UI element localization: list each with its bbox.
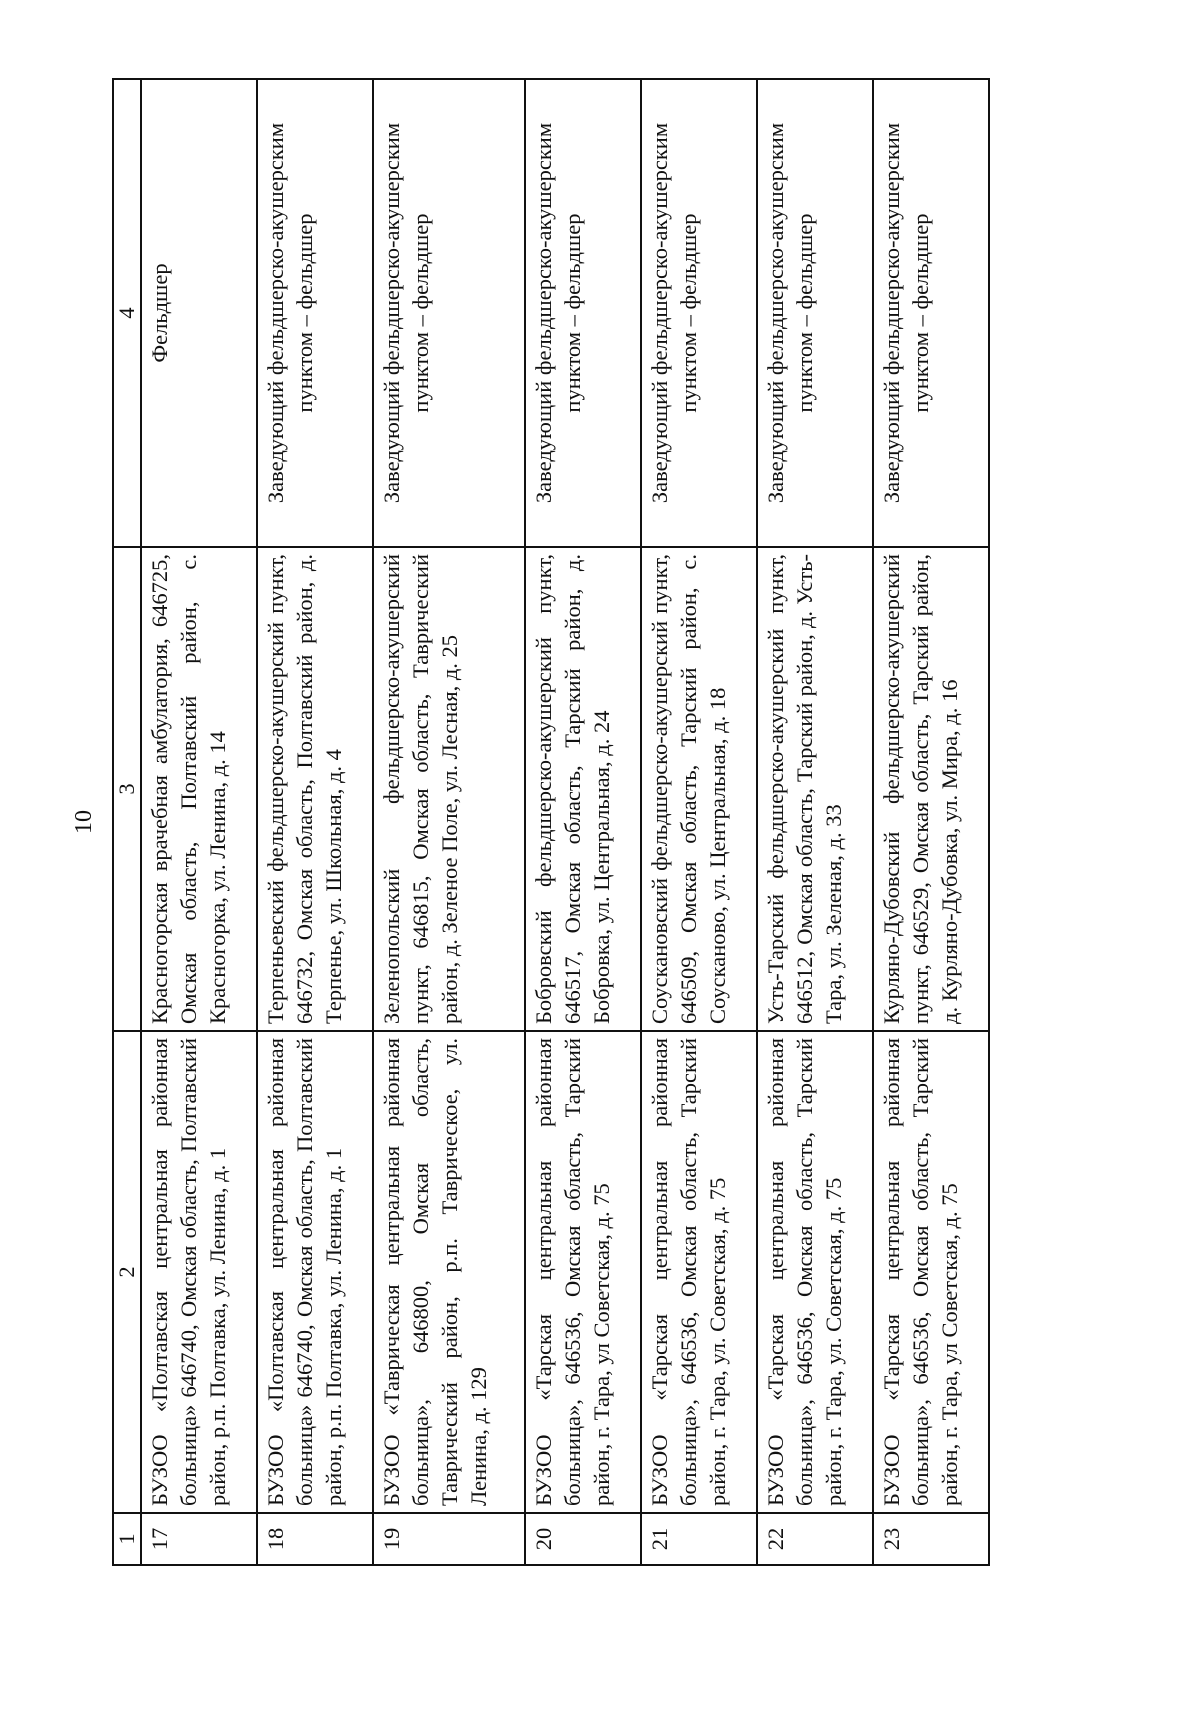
position-cell: Заведующий фельдшерско-акушерским пунктом – фельдшер — [525, 79, 641, 547]
table-row — [757, 79, 873, 1565]
row-number: 17 — [141, 1513, 257, 1565]
unit-cell: Усть-Тарский фельдшерско-акушерский пункт, 646512, Омская область, Тарский район, д. Усть-Тара, ул. Зеленая, д. 33 — [757, 547, 873, 1031]
table-row — [257, 79, 373, 1565]
organization-cell: БУЗОО «Полтавская центральная районная больница» 646740, Омская область, Полтавский район, р.п. Полтавка, ул. Ленина, д. 1 — [141, 1031, 257, 1513]
row-number: 18 — [257, 1513, 373, 1565]
position-cell: Заведующий фельдшерско-акушерским пунктом – фельдшер — [757, 79, 873, 547]
position-cell: Заведующий фельдшерско-акушерским пунктом – фельдшер — [373, 79, 525, 547]
vacancy-table — [112, 78, 990, 1566]
table-row — [373, 79, 525, 1565]
organization-cell: БУЗОО «Тарская центральная районная больница», 646536, Омская область, Тарский район, г. Тара, ул. Советская, д. 75 — [757, 1031, 873, 1513]
header-col-4: 4 — [113, 79, 141, 547]
header-row — [113, 79, 141, 1565]
table-row — [641, 79, 757, 1565]
unit-cell: Соускановский фельдшерско-акушерский пункт, 646509, Омская область, Тарский район, с. Соусканово, ул. Центральная, д. 18 — [641, 547, 757, 1031]
organization-cell: БУЗОО «Тарская центральная районная больница», 646536, Омская область, Тарский район, г. Тара, ул Советская, д. 75 — [525, 1031, 641, 1513]
header-col-3: 3 — [113, 547, 141, 1031]
unit-cell: Красногорская врачебная амбулатория, 646725, Омская область, Полтавский район, с. Красногорка, ул. Ленина, д. 14 — [141, 547, 257, 1031]
row-number: 23 — [873, 1513, 989, 1565]
row-number: 21 — [641, 1513, 757, 1565]
position-cell: Заведующий фельдшерско-акушерским пунктом – фельдшер — [873, 79, 989, 547]
unit-cell: Бобровский фельдшерско-акушерский пункт, 646517, Омская область, Тарский район, д. Бобровка, ул. Центральная, д. 24 — [525, 547, 641, 1031]
organization-cell: БУЗОО «Таврическая центральная районная больница», 646800, Омская область, Таврический район, р.п. Таврическое, ул. Ленина, д. 129 — [373, 1031, 525, 1513]
row-number: 22 — [757, 1513, 873, 1565]
page-number: 10 — [71, 810, 97, 834]
header-col-2: 2 — [113, 1031, 141, 1513]
table-row — [525, 79, 641, 1565]
row-number: 20 — [525, 1513, 641, 1565]
row-number: 19 — [373, 1513, 525, 1565]
position-cell: Заведующий фельдшерско-акушерским пунктом – фельдшер — [257, 79, 373, 547]
header-col-1: 1 — [113, 1513, 141, 1565]
organization-cell: БУЗОО «Тарская центральная районная больница», 646536, Омская область, Тарский район, г. Тара, ул Советская, д. 75 — [873, 1031, 989, 1513]
position-cell: Фельдшер — [141, 79, 257, 547]
unit-cell: Терпеньевский фельдшерско-акушерский пункт, 646732, Омская область, Полтавский район, д. Терпенье, ул. Школьная, д. 4 — [257, 547, 373, 1031]
table-rotated-wrapper — [112, 80, 990, 1566]
table-row — [873, 79, 989, 1565]
table-container — [112, 80, 990, 1566]
unit-cell: Курляно-Дубовский фельдшерско-акушерский пункт, 646529, Омская область, Тарский район, д. Курляно-Дубовка, ул. Мира, д. 16 — [873, 547, 989, 1031]
unit-cell: Зеленопольский фельдшерско-акушерский пункт, 646815, Омская область, Таврический район, д. Зеленое Поле, ул. Лесная, д. 25 — [373, 547, 525, 1031]
table-row — [141, 79, 257, 1565]
organization-cell: БУЗОО «Тарская центральная районная больница», 646536, Омская область, Тарский район, г. Тара, ул. Советская, д. 75 — [641, 1031, 757, 1513]
position-cell: Заведующий фельдшерско-акушерским пунктом – фельдшер — [641, 79, 757, 547]
organization-cell: БУЗОО «Полтавская центральная районная больница» 646740, Омская область, Полтавский район, р.п. Полтавка, ул. Ленина, д. 1 — [257, 1031, 373, 1513]
